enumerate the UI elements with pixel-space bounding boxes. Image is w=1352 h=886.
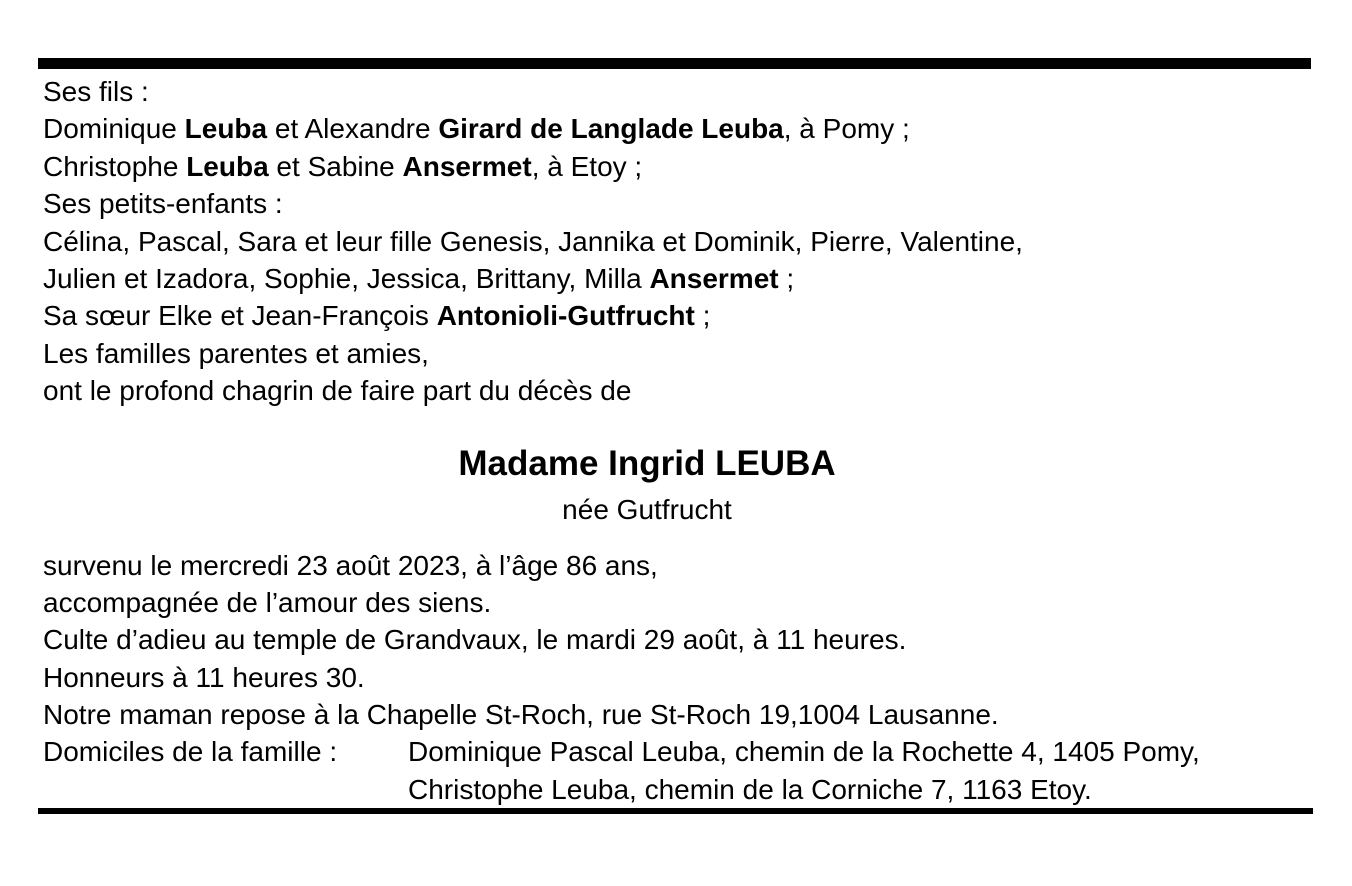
detail-line (43, 547, 1311, 584)
domiciles-label: Domiciles de la famille : (43, 736, 338, 768)
plain-text: Sa sœur Elke et Jean-François (43, 300, 437, 332)
announcement-content (43, 73, 1311, 808)
deceased-name: Madame Ingrid LEUBA (458, 443, 836, 483)
plain-text: survenu le mercredi 23 août 2023, à l’âge 86 ans, (43, 549, 658, 581)
plain-text: Christophe (43, 150, 187, 182)
plain-text: , à Pomy ; (783, 113, 910, 145)
bold-name-text: Girard de Langlade Leuba (438, 113, 784, 145)
family-line (43, 260, 1311, 297)
family-block (43, 73, 1311, 410)
detail-line (43, 696, 1311, 733)
plain-text: ; (694, 300, 711, 332)
plain-text: Julien et Izadora, Sophie, Jessica, Brittany, Milla (43, 262, 650, 294)
top-border-rule (38, 58, 1311, 69)
plain-text: Ses petits-enfants : (43, 188, 283, 220)
bold-name-text: Antonioli-Gutfrucht (436, 300, 695, 332)
plain-text: Les familles parentes et amies, (43, 337, 429, 369)
plain-text: Dominique Pascal Leuba, chemin de la Rochette 4, 1405 Pomy, (408, 736, 1200, 768)
plain-text: Célina, Pascal, Sara et leur fille Genesis, Jannika et Dominik, Pierre, Valentine, (43, 225, 1023, 257)
family-line (43, 185, 1311, 222)
family-line (43, 335, 1311, 372)
plain-text: Christophe Leuba, chemin de la Corniche 7, 1163 Etoy. (408, 773, 1092, 805)
plain-text: et Sabine (268, 150, 403, 182)
family-line (43, 148, 1311, 185)
plain-text: ; (778, 262, 795, 294)
domiciles-block (43, 733, 1311, 808)
plain-text: Notre maman repose à la Chapelle St-Roch, rue St-Roch 19,1004 Lausanne. (43, 699, 999, 731)
bold-name-text: Ansermet (649, 262, 779, 294)
deceased-block (43, 441, 1251, 529)
detail-line (43, 659, 1311, 696)
plain-text: , à Etoy ; (531, 150, 643, 182)
detail-line (43, 584, 1311, 621)
deceased-maiden-name: née Gutfrucht (562, 493, 732, 525)
bold-name-text: Leuba (186, 150, 269, 182)
family-line (43, 223, 1311, 260)
bottom-border-rule (38, 808, 1313, 814)
plain-text: et Alexandre (267, 113, 439, 145)
bold-name-text: Ansermet (402, 150, 532, 182)
domiciles-addresses (408, 733, 1200, 808)
details-block (43, 547, 1311, 734)
plain-text: Ses fils : (43, 76, 149, 107)
bold-name-text: Leuba (184, 113, 268, 145)
plain-text: accompagnée de l’amour des siens. (43, 586, 492, 618)
plain-text: Culte d’adieu au temple de Grandvaux, le mardi 29 août, à 11 heures. (43, 624, 907, 656)
family-line (43, 110, 1311, 147)
domicile-address-line (408, 733, 1200, 770)
family-line (43, 372, 1311, 409)
detail-line (43, 621, 1311, 658)
family-line (43, 73, 1311, 110)
plain-text: Honneurs à 11 heures 30. (43, 661, 365, 693)
domicile-address-line (408, 771, 1200, 808)
family-line (43, 297, 1311, 334)
plain-text: ont le profond chagrin de faire part du décès de (43, 375, 632, 407)
plain-text: Dominique (43, 113, 185, 145)
